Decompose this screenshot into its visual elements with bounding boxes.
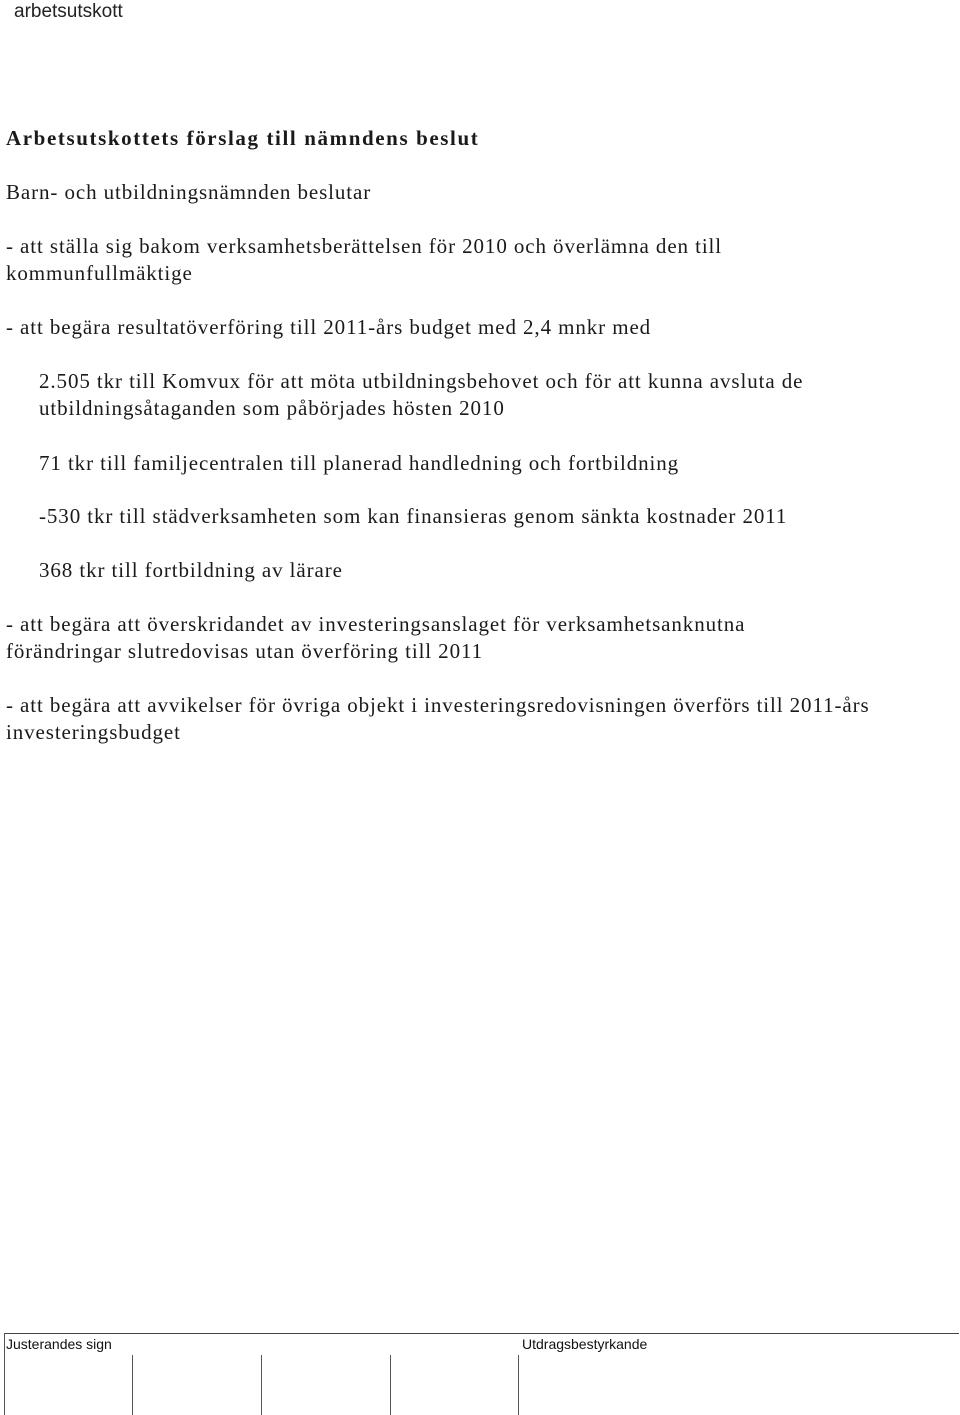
- item-2-sub-3: -530 tkr till städverksamheten som kan finansieras genom sänkta kostnader 2011: [39, 504, 788, 528]
- justerandes-sign-label: Justerandes sign: [6, 1336, 112, 1352]
- item-1-line-1: - att ställa sig bakom verksamhetsberättelsen för 2010 och överlämna den till: [6, 234, 723, 258]
- item-1-line-2: kommunfullmäktige: [6, 261, 193, 285]
- item-2-sub-1-line-1: 2.505 tkr till Komvux för att möta utbildningsbehovet och för att kunna avsluta de: [39, 369, 804, 393]
- item-2-sub-4: 368 tkr till fortbildning av lärare: [39, 558, 343, 582]
- item-4-line-1: - att begära att avvikelser för övriga objekt i investeringsredovisningen överförs till 2011-års: [6, 693, 870, 717]
- item-3-line-1: - att begära att överskridandet av investeringsanslaget för verksamhetsanknutna: [6, 612, 746, 636]
- item-3-line-2: förändringar slutredovisas utan överföring till 2011: [6, 639, 484, 663]
- proposal-intro: Barn- och utbildningsnämnden beslutar: [6, 180, 372, 204]
- item-2-sub-2: 71 tkr till familjecentralen till planerad handledning och fortbildning: [39, 451, 680, 475]
- running-header: arbetsutskott: [14, 1, 123, 22]
- signature-box-divider-3: [390, 1355, 391, 1415]
- footer-divider: [4, 1333, 959, 1334]
- utdragsbestyrkande-label: Utdragsbestyrkande: [522, 1336, 648, 1352]
- proposal-title: Arbetsutskottets förslag till nämndens beslut: [6, 126, 480, 150]
- item-2-sub-1-line-2: utbildningsåtaganden som påbörjades hösten 2010: [39, 396, 505, 420]
- signature-box-divider-4: [518, 1355, 519, 1415]
- signature-box-divider-2: [261, 1355, 262, 1415]
- item-2-line-1: - att begära resultatöverföring till 2011-års budget med 2,4 mnkr med: [6, 315, 652, 339]
- signature-box-left-edge: [4, 1333, 5, 1415]
- signature-box-divider-1: [132, 1355, 133, 1415]
- item-4-line-2: investeringsbudget: [6, 720, 181, 744]
